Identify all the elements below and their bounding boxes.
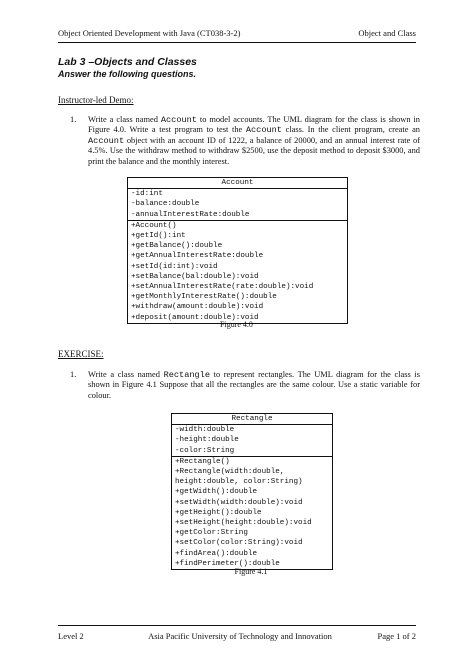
- uml-attribute: -width:double: [175, 426, 235, 435]
- uml-method: +getHeight():double: [175, 508, 262, 517]
- uml-attributes: [172, 425, 332, 457]
- uml-method: +getMonthlyInterestRate():double: [131, 293, 277, 302]
- figure-caption: Figure 4.0: [220, 320, 253, 329]
- code-run: Account: [245, 125, 282, 136]
- header-course-title: Object Oriented Development with Java (CT038-3-2): [58, 28, 241, 38]
- uml-attribute: -balance:double: [131, 200, 200, 209]
- uml-method: +setHeight(height:double):void: [175, 519, 312, 528]
- demo-heading: Instructor-led Demo:: [58, 95, 134, 105]
- lab-subtitle: Answer the following questions.: [58, 69, 197, 79]
- uml-method: +getAnnualInterestRate:double: [131, 252, 264, 261]
- text-run: Write a class named: [88, 370, 164, 379]
- uml-attribute: -height:double: [175, 436, 239, 445]
- uml-attributes: [128, 189, 347, 221]
- uml-method: +Rectangle(width:double,: [175, 468, 285, 477]
- uml-method: +setColor(color:String):void: [175, 539, 303, 548]
- uml-method: +getBalance():double: [131, 242, 223, 251]
- uml-method: +deposit(amount:double):void: [131, 313, 259, 322]
- lab-title: Lab 3 –Objects and Classes: [58, 56, 197, 68]
- exercise-heading: EXERCISE:: [58, 349, 104, 359]
- code-run: Rectangle: [163, 370, 210, 380]
- uml-method: +setAnnualInterestRate(rate:double):void: [131, 283, 314, 292]
- uml-class-name: Account: [128, 178, 347, 189]
- text-run: class. In the client program, create an: [281, 125, 420, 135]
- uml-class-name: Rectangle: [172, 414, 332, 425]
- text-run: Write a class named: [88, 115, 161, 124]
- uml-method: +findArea():double: [175, 549, 258, 558]
- question-number: 1.: [70, 370, 77, 379]
- uml-method: +findPerimeter():double: [175, 559, 280, 568]
- uml-method: +Account(): [131, 221, 177, 230]
- exercise-question: [70, 370, 420, 401]
- question-number: 1.: [70, 115, 77, 124]
- figure-caption: Figure 4.1: [234, 567, 268, 576]
- question-text: [88, 115, 420, 167]
- uml-method: +setId(id:int):void: [131, 262, 218, 271]
- footer-level: Level 2: [58, 631, 84, 641]
- code-run: Account: [160, 115, 197, 125]
- uml-rectangle-class: [171, 413, 333, 570]
- uml-method: +getWidth():double: [175, 488, 258, 497]
- footer-institution: Asia Pacific University of Technology and Innovation: [148, 631, 332, 641]
- uml-methods: [172, 457, 332, 569]
- uml-method: +withdraw(amount:double):void: [131, 303, 264, 312]
- header-divider: [58, 42, 416, 43]
- uml-account-class: [127, 177, 348, 324]
- uml-method: +getId():int: [131, 232, 186, 241]
- text-run: object with an account ID of 1222, a balance of 20000, and an annual interest rate of 4.5%. Use the withdraw method to withdraw $2500, use the deposit method to deposit $3000, and print the balance and the monthly interest.: [88, 135, 420, 166]
- footer-page-number: Page 1 of 2: [377, 631, 416, 641]
- uml-method: +Rectangle(): [175, 457, 230, 466]
- header-topic: Object and Class: [358, 28, 416, 38]
- code-run: Account: [88, 135, 125, 146]
- demo-question: [70, 115, 420, 167]
- uml-method: +getColor:String: [175, 529, 248, 538]
- text-run: to model accounts. The UML diagram for the class is shown in Figure 4.0. Write a test program to test the: [88, 115, 420, 135]
- text-run: to represent rectangles. The UML diagram for the class is shown in Figure 4.1 Suppose that all the rectangles are the same colour. Use a static variable for colour.: [88, 370, 420, 400]
- question-text: [88, 370, 420, 401]
- uml-attribute: -id:int: [131, 190, 163, 199]
- uml-method: +setBalance(bal:double):void: [131, 272, 259, 281]
- uml-method: height:double, color:String): [175, 478, 303, 487]
- uml-method: +setWidth(width:double):void: [175, 498, 303, 507]
- uml-methods: [128, 221, 347, 323]
- uml-attribute: -color:String: [175, 446, 235, 455]
- uml-attribute: -annualInterestRate:double: [131, 210, 250, 219]
- footer-divider: [58, 625, 416, 626]
